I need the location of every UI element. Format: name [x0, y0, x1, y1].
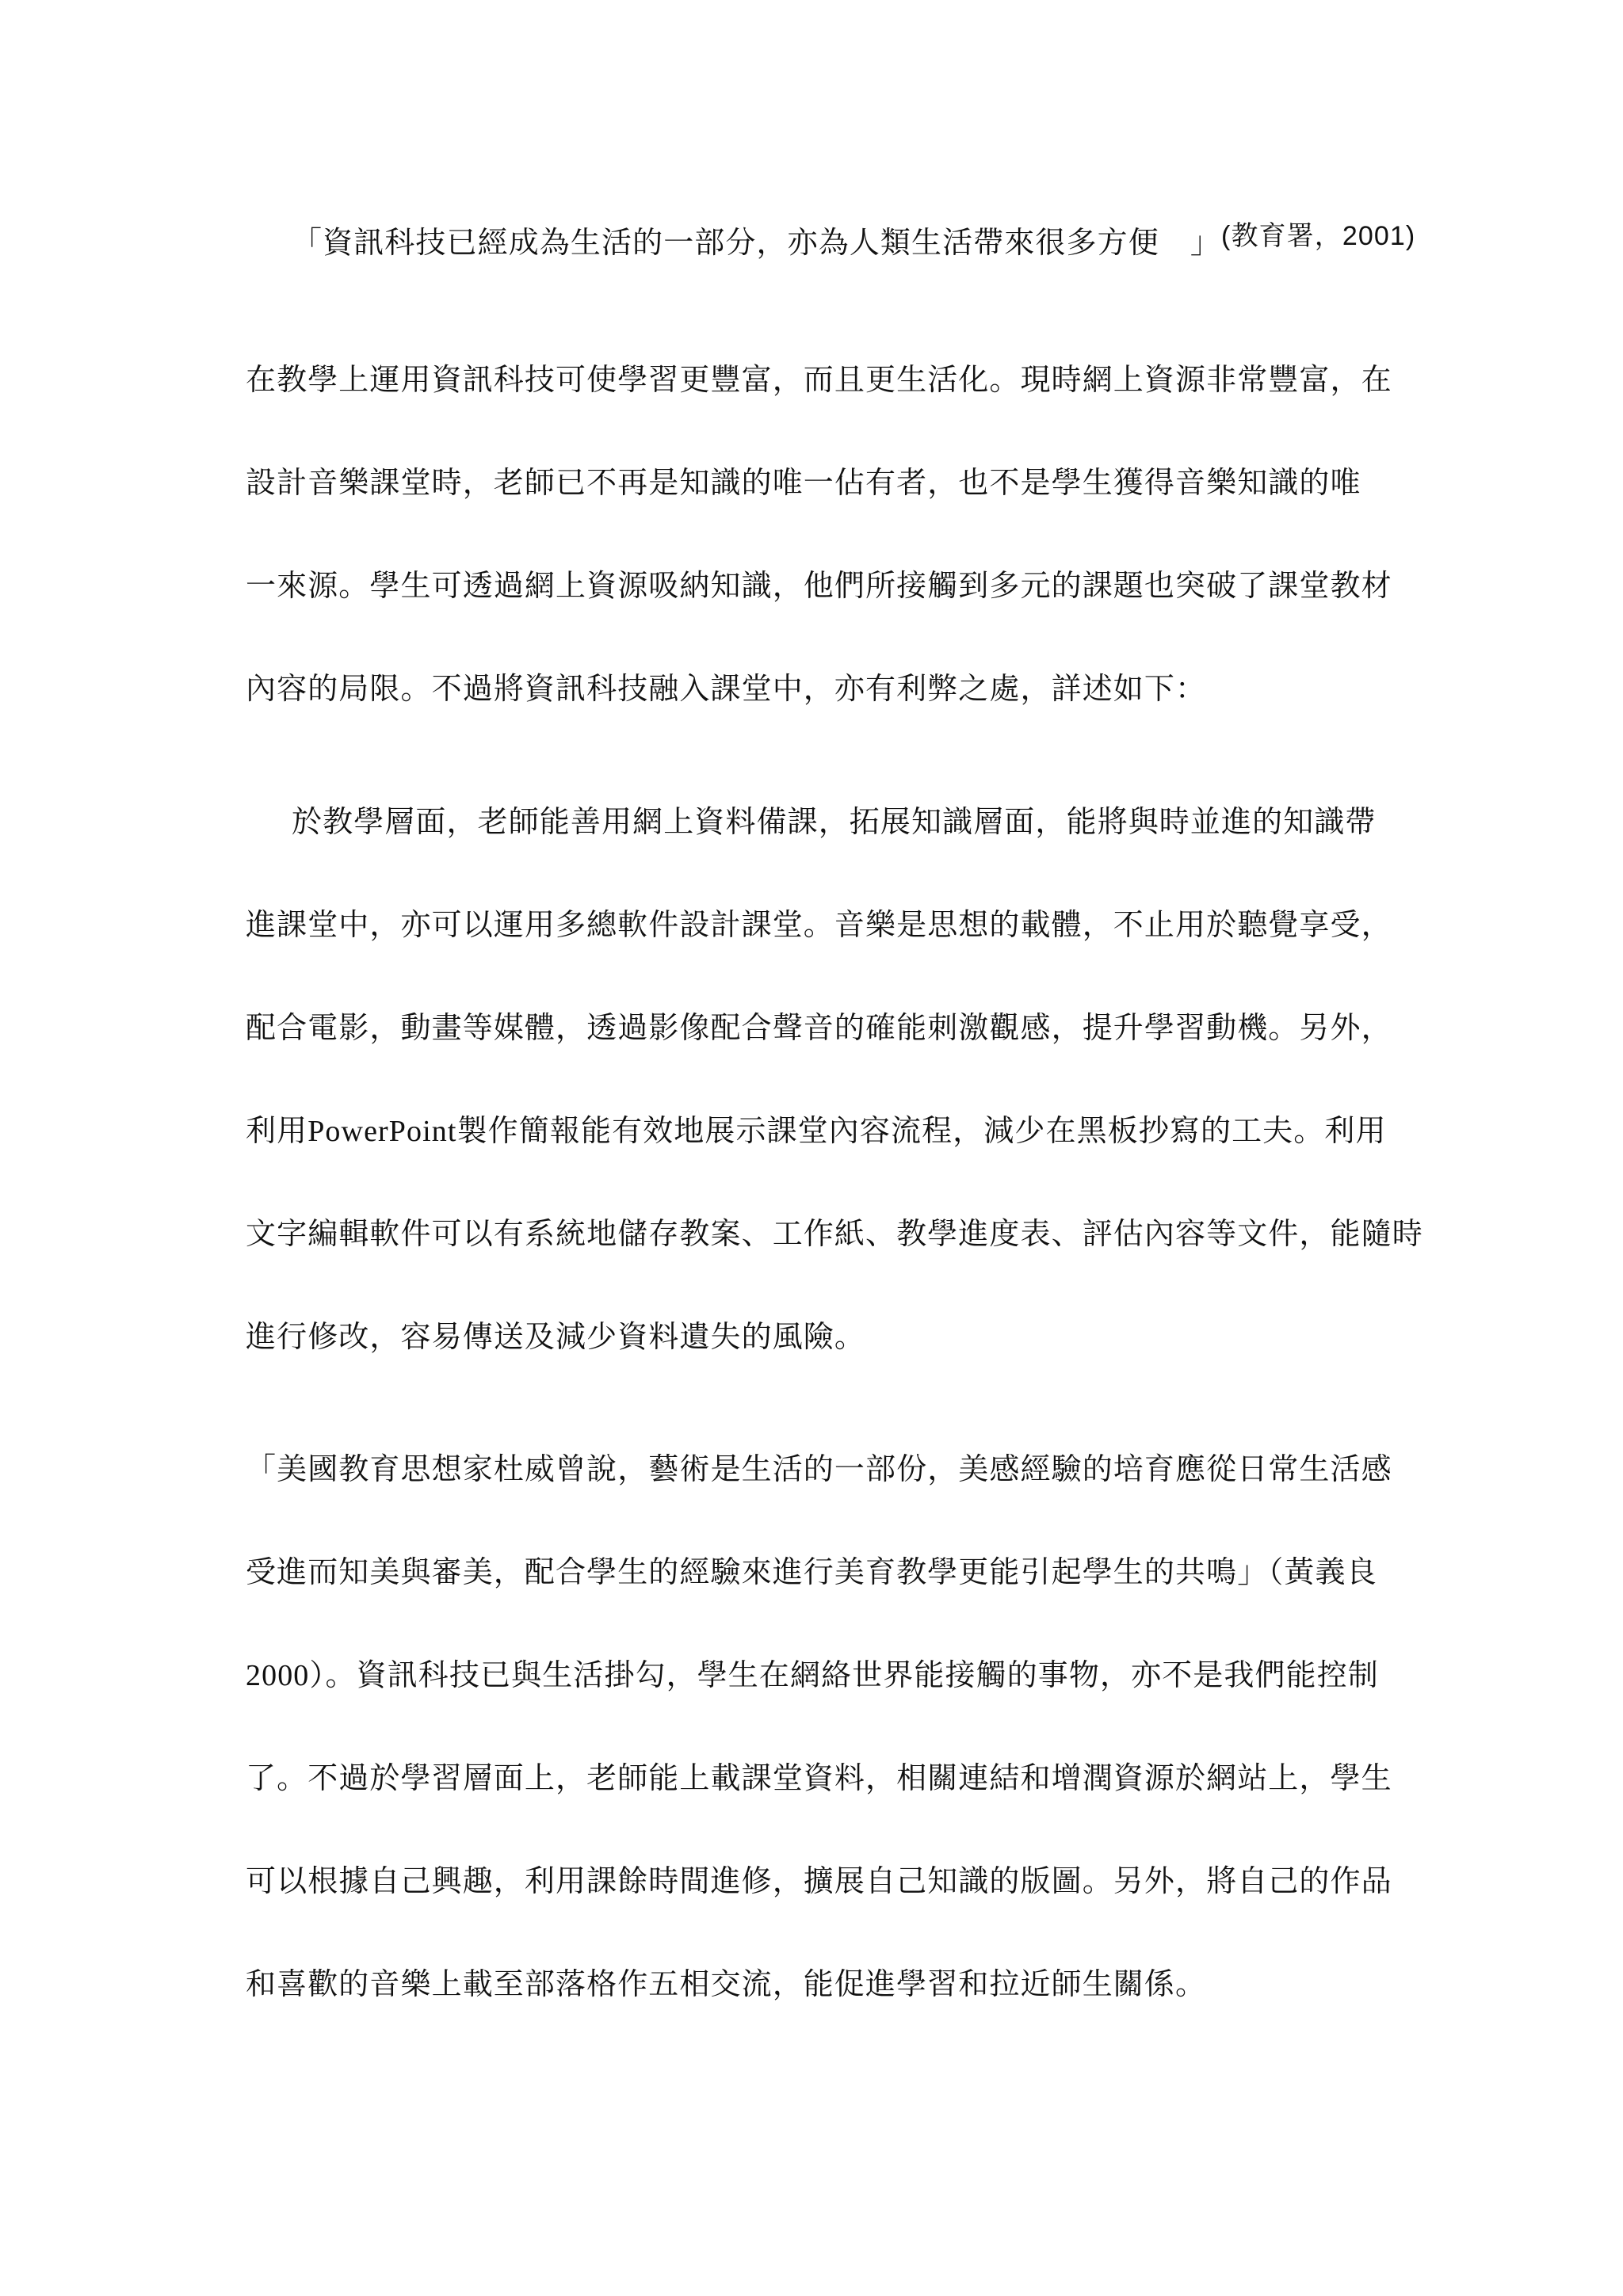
paragraph2-line3: 配合電影，動畫等媒體，透過影像配合聲音的確能刺激觀感，提升學習動機。另外，: [246, 1010, 1392, 1045]
software-name: PowerPoint: [307, 1115, 457, 1148]
paragraph1-quote: 「資訊科技已經成為生活的一部分，亦為人類生活帶來很多方便 」: [292, 225, 1222, 260]
paragraph2-line2: 進課堂中，亦可以運用多總軟件設計課堂。音樂是思想的載體，不止用於聽覺享受，: [246, 907, 1392, 942]
paragraph3-line1: 「美國教育思想家杜威曾說，藝術是生活的一部份，美感經驗的培育應從日常生活感: [246, 1451, 1392, 1486]
paragraph3-line4: 了。不過於學習層面上，老師能上載課堂資料，相關連結和增潤資源於網站上，學生: [246, 1760, 1392, 1795]
paragraph1-line3: 設計音樂課堂時，老師已不再是知識的唯一佔有者，也不是學生獲得音樂知識的唯: [246, 465, 1361, 500]
paragraph1-line2: 在教學上運用資訊科技可使學習更豐富，而且更生活化。現時網上資源非常豐富，在: [246, 362, 1392, 397]
paragraph3-line2: 受進而知美與審美，配合學生的經驗來進行美育教學更能引起學生的共鳴」（黃義良: [246, 1554, 1377, 1589]
paragraph1-citation: (教育署，2001): [1221, 221, 1416, 251]
paragraph1-line4: 一來源。學生可透過網上資源吸納知識，他們所接觸到多元的課題也突破了課堂教材: [246, 568, 1392, 603]
paragraph2-line4-prefix: 利用: [246, 1113, 308, 1148]
paragraph3-line3-rest: ）。資訊科技已與生活掛勾，學生在網絡世界能接觸的事物，亦不是我們能控制: [309, 1657, 1379, 1692]
paragraph3-line5: 可以根據自己興趣，利用課餘時間進修，擴展自己知識的版圖。另外，將自己的作品: [246, 1863, 1392, 1898]
paragraph1-line1: [292, 223, 1415, 263]
paragraph2-line1: 於教學層面，老師能善用網上資料備課，拓展知識層面，能將與時並進的知識帶: [292, 804, 1377, 839]
paragraph3-line3: [246, 1656, 1379, 1695]
paragraph3-line6: 和喜歡的音樂上載至部落格作五相交流，能促進學習和拉近師生關係。: [246, 1966, 1207, 2001]
paragraph2-line6: 進行修改，容易傳送及減少資料遺失的風險。: [246, 1319, 866, 1354]
paragraph1-line5: 內容的局限。不過將資訊科技融入課堂中，亦有利弊之處，詳述如下：: [246, 671, 1207, 706]
paragraph2-line4-suffix: 製作簡報能有效地展示課堂內容流程，減少在黑板抄寫的工夫。利用: [456, 1113, 1387, 1148]
citation-year: 2000: [246, 1659, 310, 1692]
paragraph2-line4: [246, 1112, 1387, 1150]
paragraph2-line5: 文字編輯軟件可以有系統地儲存教案、工作紙、教學進度表、評估內容等文件，能隨時: [246, 1216, 1423, 1251]
